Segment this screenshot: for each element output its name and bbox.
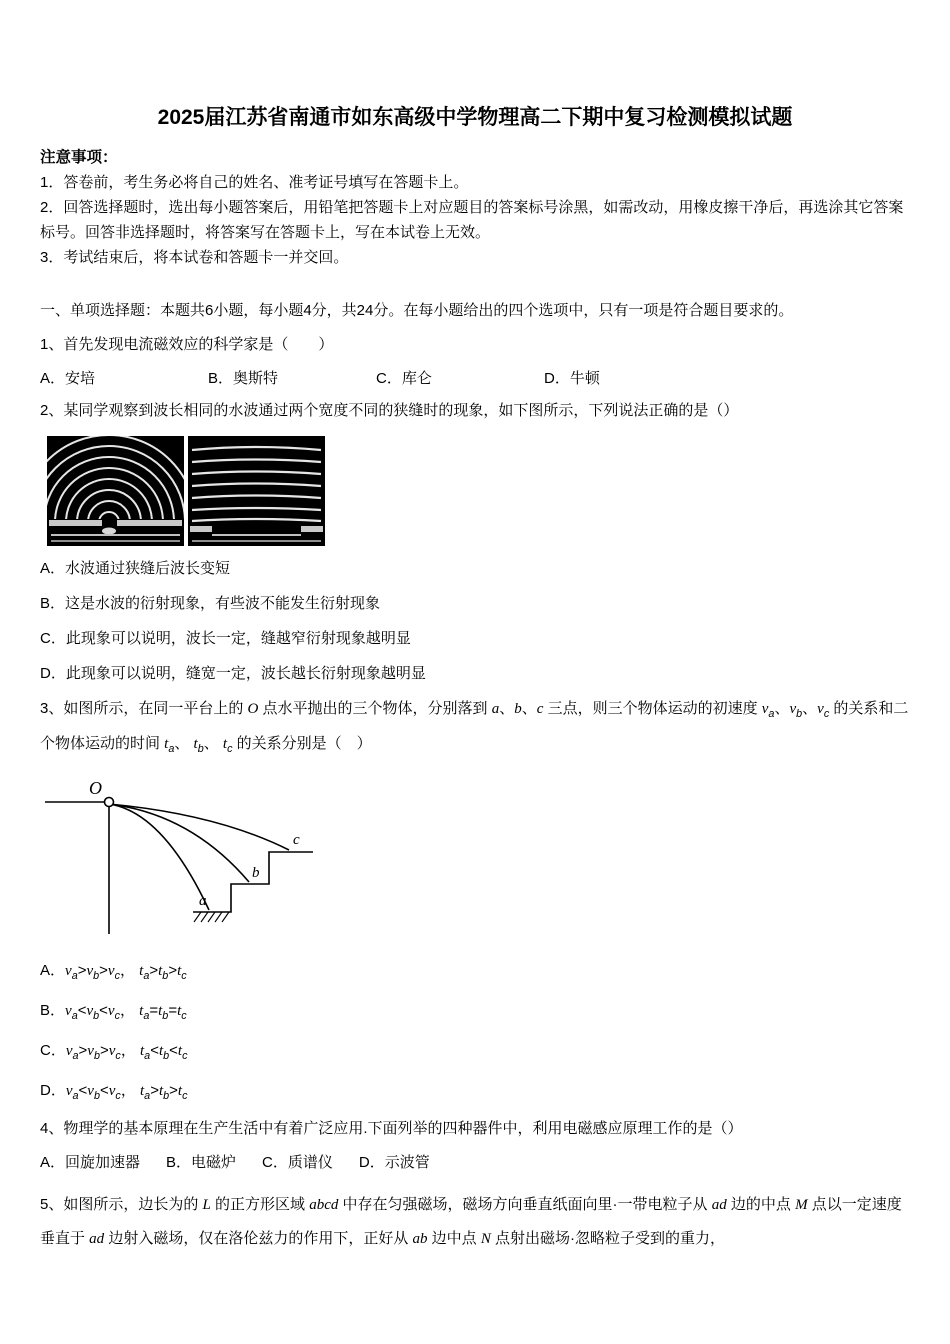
trajectory-c: [109, 804, 289, 850]
wave-diffraction-figure: [47, 436, 910, 546]
note-item: 3．考试结束后，将本试卷和答题卡一并交回。: [40, 249, 349, 266]
point-c-label: c: [293, 832, 300, 848]
q3-option-c: C．$v_a>v_b>v_c$， $t_a<t_b<t_c$: [40, 1042, 188, 1062]
staircase-outline: [193, 852, 313, 912]
wave-narrow-slit-panel: [47, 436, 184, 546]
ground-hatching: [194, 912, 229, 922]
q3-option-d: D．$v_a<v_b<v_c$， $t_a>t_b>t_c$: [40, 1082, 188, 1102]
question-1: [40, 332, 910, 392]
q1-option-d: D．牛顿: [544, 370, 600, 387]
q3-option-b: B．$v_a<v_b<v_c$， $t_a=t_b=t_c$: [40, 1002, 187, 1022]
q1-option-a: A．安培: [40, 370, 96, 387]
question-2: [40, 398, 910, 686]
q1-stem: 1、首先发现电流磁效应的科学家是（ ）: [40, 336, 334, 353]
point-a-label: a: [199, 893, 207, 909]
q4-option-d: D．示波管: [358, 1154, 430, 1171]
q3-stem: 3、如图所示，在同一平台上的 O 点水平抛出的三个物体，分别落到 a、b、c 三点，则三个物体运动的初速度 $v_a$、$v_b$、$v_c$ 的关系和二个物体运动的时间 $t_a$、 $t_b$、 $t_c$ 的关系分别是（ ）: [40, 700, 909, 755]
notes-header: 注意事项：: [40, 149, 118, 166]
point-O-label: O: [89, 778, 102, 798]
q2-stem: 2、某同学观察到波长相同的水波通过两个宽度不同的狭缝时的现象，如下图所示，下列说法正确的是（）: [40, 402, 739, 419]
q4-options: [40, 1150, 910, 1176]
barrier-right-segment: [301, 526, 323, 532]
q2-option-d: D．此现象可以说明，缝宽一定，波长越长衍射现象越明显: [40, 665, 426, 682]
projectile-figure: [45, 778, 910, 942]
note-item: 1．答卷前，考生务必将自己的姓名、准考证号填写在答题卡上。: [40, 174, 469, 191]
q2-option-a: A．水波通过狭缝后波长变短: [40, 560, 231, 577]
q4-option-b: B．电磁炉: [166, 1154, 237, 1171]
q2-option-c: C．此现象可以说明，波长一定，缝越窄衍射现象越明显: [40, 630, 411, 647]
q1-option-b: B．奥斯特: [208, 370, 279, 387]
page-title: 2025届江苏省南通市如东高级中学物理高二下期中复习检测模拟试题: [157, 106, 793, 129]
barrier-left-segment: [190, 526, 212, 532]
q4-option-c: C．质谱仪: [262, 1154, 333, 1171]
point-b-label: b: [252, 865, 260, 881]
notes-section: [40, 146, 910, 270]
section-1-header: 一、单项选择题：本题共6小题，每小题4分，共24分。在每小题给出的四个选项中，只有一项是符合题目要求的。: [40, 302, 794, 319]
barrier-right-segment: [117, 520, 182, 526]
q4-option-a: A．回旋加速器: [40, 1154, 141, 1171]
question-3: [40, 694, 910, 1109]
q5-stem: 5、如图所示，边长为的 L 的正方形区域 abcd 中存在匀强磁场，磁场方向垂直纸面向里·一带电粒子从 ad 边的中点 M 点以一定速度垂直于 ad 边射入磁场，仅在洛伦兹力的作用下，正好从 ab 边中点 N 点射出磁场·忽略粒子受到的重力，: [40, 1196, 902, 1247]
note-item: 2．回答选择题时，选出每小题答案后，用铅笔把答题卡上对应题目的答案标号涂黑，如需改动，用橡皮擦干净后，再选涂其它答案标号。回答非选择题时，将答案写在答题卡上，写在本试卷上无效。: [40, 199, 904, 241]
q2-option-b: B．这是水波的衍射现象，有些波不能发生衍射现象: [40, 595, 381, 612]
point-O-marker: [105, 798, 114, 807]
q1-options: [40, 366, 910, 392]
trajectory-b: [109, 804, 249, 882]
slit-source-blob: [102, 528, 116, 535]
q4-stem: 4、物理学的基本原理在生产生活中有着广泛应用.下面列举的四种器件中，利用电磁感应原理工作的是（）: [40, 1120, 743, 1137]
q3-option-a: A．$v_a>v_b>v_c$， $t_a>t_b>t_c$: [40, 962, 187, 982]
question-5: [40, 1188, 910, 1256]
wave-wide-slit-panel: [188, 436, 325, 546]
q1-option-c: C．库仑: [376, 370, 432, 387]
trajectory-a: [109, 804, 209, 910]
question-4: [40, 1116, 910, 1176]
barrier-left-segment: [49, 520, 102, 526]
